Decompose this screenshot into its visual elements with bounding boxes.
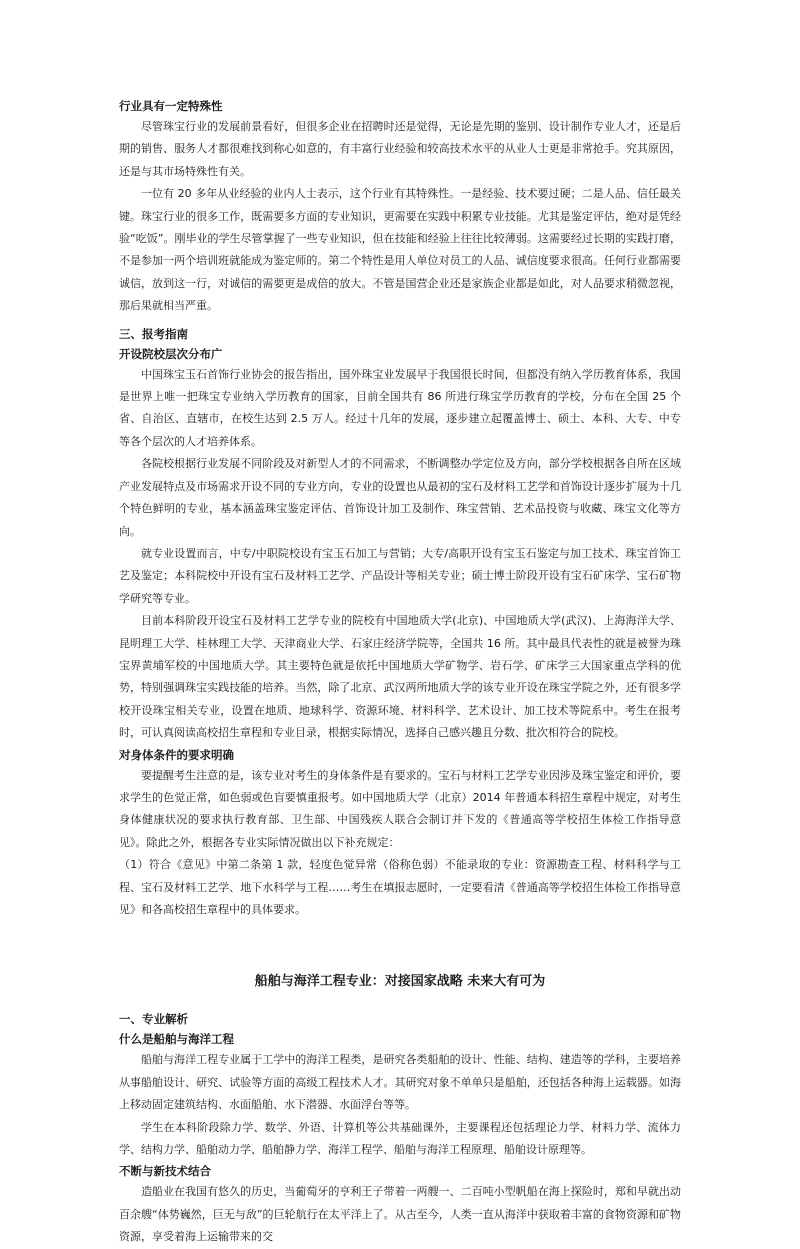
section-title-major-analysis: 一、专业解析 (119, 1012, 188, 1027)
paragraph: （1）符合《意见》中第二条第 1 款，轻度色觉异常（俗称色弱）不能录取的专业：资源勘查工程、材料科学与工程、宝石及材料工艺学、地下水科学与工程……考生在填报志愿时，一定要看清《普通高等学校招生体检工作指导意见》和各高校招生章程中的具体要求。 (119, 858, 681, 916)
heading-new-technology: 不断与新技术结合 (119, 1164, 211, 1179)
paragraph: 学生在本科阶段除力学、数学、外语、计算机等公共基础课外，主要课程还包括理论力学、材料力学、流体力学、结构力学、船舶动力学、船舶静力学、海洋工程学、船舶与海洋工程原理、船舶设计原理等。 (119, 1120, 681, 1157)
paragraph: 要提醒考生注意的是，该专业对考生的身体条件是有要求的。宝石与材料工艺学专业因涉及珠宝鉴定和评价，要求学生的色觉正常，如色弱或色盲要慎重报考。如中国地质大学（北京）2014 年普通本科招生章程中规定，对考生身体健康状况的要求执行教育部、卫生部、中国残疾人联合会制订并下发的《普通高等学校招生体检工作指导意见》。除此之外，根据各专业实际情况做出以下补充规定： (119, 768, 681, 849)
section-title-application-guide: 三、报考指南 (119, 326, 188, 341)
heading-school-distribution: 开设院校层次分布广 (119, 346, 223, 361)
paragraph: 船舶与海洋工程专业属于工学中的海洋工程类，是研究各类船舶的设计、性能、结构、建造等的学科，主要培养从事船舶设计、研究、试验等方面的高级工程技术人才。其研究对象不单单只是船舶，还包括各种海上运载器。如海上移动固定建筑结构、水面船舶、水下潜器、水面浮台等等。 (119, 1053, 681, 1112)
paragraph: 中国珠宝玉石首饰行业协会的报告指出，国外珠宝业发展早于我国很长时间，但都没有纳入学历教育体系，我国是世界上唯一把珠宝专业纳入学历教育的国家，目前全国共有 86 所进行珠宝学历教育的学校，分布在全国 25 个省、自治区、直辖市，在校生达到 2.5 万人。经过十几年的发展，逐步建立起覆盖博士、硕士、本科、大专、中专等各个层次的人才培养体系。 (119, 367, 681, 448)
paragraph: 就专业设置而言，中专/中职院校设有宝玉石加工与营销；大专/高职开设有宝玉石鉴定与加工技术、珠宝首饰工艺及鉴定；本科院校中开设有宝石及材料工艺学、产品设计等相关专业；硕士博士阶段开设有宝石矿床学、宝石矿物学研究等专业。 (119, 546, 681, 605)
article-title-ship-ocean: 船舶与海洋工程专业：对接国家战略 未来大有可为 (254, 974, 546, 990)
heading-what-is-ship-ocean: 什么是船舶与海洋工程 (119, 1032, 234, 1047)
paragraph: 一位有 20 多年从业经验的业内人士表示，这个行业有其特殊性。一是经验、技术要过硬；二是人品、信任最关键。珠宝行业的很多工作，既需要多方面的专业知识，更需要在实践中积累专业技能。尤其是鉴定评估，绝对是凭经验“吃饭”。刚毕业的学生尽管掌握了一些专业知识，但在技能和经验上往往比较薄弱。这需要经过长期的实践打磨，不是参加一两个培训班就能成为鉴定师的。第二个特性是用人单位对员工的人品、诚信度要求很高。任何行业都需要诚信，放到这一行，对诚信的需要更是成倍的放大。不管是国营企业还是家族企业都是如此，对人品要求稍微忽视，那后果就相当严重。 (119, 187, 681, 313)
paragraph: 目前本科阶段开设宝石及材料工艺学专业的院校有中国地质大学(北京)、中国地质大学(武汉)、上海海洋大学、昆明理工大学、桂林理工大学、天津商业大学、石家庄经济学院等，全国共 16 所。其中最具代表性的就是被誉为珠宝界黄埔军校的中国地质大学。其主要特色就是依托中国地质大学矿物学、岩石学、矿床学三大国家重点学科的优势，特别强调珠宝实践技能的培养。当然，除了北京、武汉两所地质大学的该专业开设在珠宝学院之外，还有很多学校开设珠宝相关专业，设置在地质、地球科学、资源环境、材料科学、艺术设计、加工技术等院系中。考生在报考时，可认真阅读高校招生章程和专业目录，根据实际情况，选择自己感兴趣且分数、批次相符合的院校。 (119, 614, 681, 740)
paragraph: 尽管珠宝行业的发展前景看好，但很多企业在招聘时还是觉得，无论是先期的鉴别、设计制作专业人才，还是后期的销售、服务人才都很难找到称心如意的，有丰富行业经验和较高技术水平的从业人士更是非常抢手。究其原因，还是与其市场特殊性有关。 (119, 120, 681, 178)
heading-physical-requirements: 对身体条件的要求明确 (119, 747, 234, 762)
heading-industry-special: 行业具有一定特殊性 (119, 99, 223, 113)
paragraph: 造船业在我国有悠久的历史，当葡萄牙的亨利王子带着一两艘一、二百吨小型帆船在海上探险时，郑和早就出动百余艘“体势巍然，巨无与敌”的巨轮航行在太平洋上了。从古至今，人类一直从海洋中获取着丰富的食物资源和矿物资源，享受着海上运输带来的交 (119, 1185, 681, 1244)
paragraph: 各院校根据行业发展不同阶段及对新型人才的不同需求，不断调整办学定位及方向，部分学校根据各自所在区域产业发展特点及市场需求开设不同的专业方向，专业的设置也从最初的宝石及材料工艺学和首饰设计逐步扩展为十几个特色鲜明的专业，基本涵盖珠宝鉴定评估、首饰设计加工及制作、珠宝营销、艺术品投资与收藏、珠宝文化等方向。 (119, 457, 681, 538)
document-page (119, 96, 681, 1249)
